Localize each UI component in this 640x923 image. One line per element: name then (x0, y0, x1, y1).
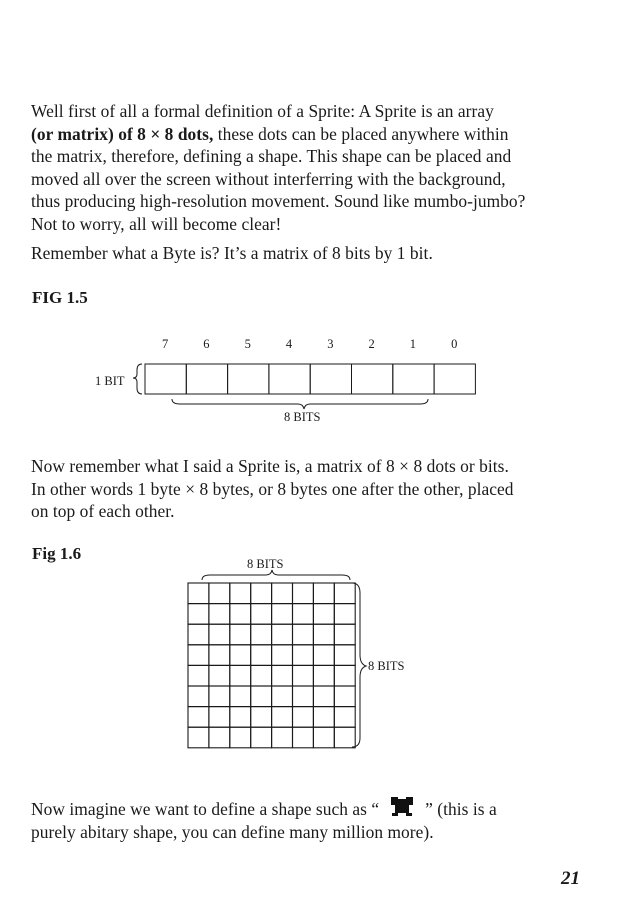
grid-cell (293, 624, 314, 645)
grid-cell (334, 604, 355, 625)
bit-number-7: 7 (162, 337, 169, 351)
grid-cell (334, 583, 355, 604)
paragraph-sprite-definition (31, 100, 593, 236)
bit-cell-3 (310, 364, 351, 394)
grid-cell (272, 686, 293, 707)
para1-line4: moved all over the screen without interferring with the background, (31, 168, 506, 189)
para1-line2-rest: these dots can be placed anywhere within (213, 123, 509, 144)
bit-number-labels (162, 337, 457, 351)
paragraph-byte-reminder (31, 242, 593, 265)
para3-line2: In other words 1 byte × 8 bytes, or 8 bytes one after the other, placed (31, 478, 514, 499)
grid-cell (272, 624, 293, 645)
grid-cell (230, 645, 251, 666)
grid-cell (293, 707, 314, 728)
grid-cell (334, 624, 355, 645)
para4-line2: purely abitary shape, you can define many million more). (31, 821, 434, 842)
grid-cell (251, 727, 272, 748)
grid-cell (313, 665, 334, 686)
grid-cell (251, 624, 272, 645)
grid-cell (188, 604, 209, 625)
fig-1-6-sprite-grid-diagram (0, 550, 640, 755)
grid-cell (251, 583, 272, 604)
bit-number-6: 6 (203, 337, 210, 351)
grid-cell (313, 583, 334, 604)
paragraph-sprite-bytes (31, 455, 593, 523)
bit-cell-1 (393, 364, 434, 394)
para1-line3: the matrix, therefore, defining a shape. This shape can be placed and (31, 146, 512, 167)
grid-cell (209, 686, 230, 707)
grid-cell (313, 707, 334, 728)
bit-cell-7 (145, 364, 186, 394)
grid-cell (272, 583, 293, 604)
left-brace (133, 364, 142, 394)
grid-cell (188, 707, 209, 728)
para3-line3: on top of each other. (31, 501, 175, 522)
grid-cell (209, 645, 230, 666)
grid-cell (188, 727, 209, 748)
grid-cell (209, 604, 230, 625)
grid-cell (230, 604, 251, 625)
grid-cell (209, 727, 230, 748)
grid-cell (209, 707, 230, 728)
fig-1-5-width-label: 8 BITS (284, 410, 321, 424)
grid-cell (293, 604, 314, 625)
grid-cell (313, 686, 334, 707)
grid-cell (313, 645, 334, 666)
grid-cell (313, 624, 334, 645)
para2-text: Remember what a Byte is? It’s a matrix of 8 bits by 1 bit. (31, 243, 433, 263)
byte-cells (145, 364, 475, 394)
grid-cell (230, 665, 251, 686)
grid-cell (334, 686, 355, 707)
grid-cell (230, 686, 251, 707)
bit-number-2: 2 (368, 337, 375, 351)
grid-cell (293, 645, 314, 666)
grid-cell (251, 665, 272, 686)
grid-cell (251, 686, 272, 707)
sprite-grid (188, 583, 355, 748)
para1-line6: Not to worry, all will become clear! (31, 213, 282, 234)
grid-cell (251, 707, 272, 728)
grid-cell (334, 665, 355, 686)
fig-1-5-row-label: 1 BIT (95, 374, 125, 388)
bit-cell-0 (434, 364, 475, 394)
grid-cell (251, 604, 272, 625)
bit-number-0: 0 (451, 337, 458, 351)
top-brace (202, 570, 350, 580)
para4-line1-start: Now imagine we want to define a shape such as “ (31, 799, 380, 819)
para1-line1: Well first of all a formal definition of a Sprite: A Sprite is an array (31, 101, 494, 121)
grid-cell (272, 665, 293, 686)
fig-1-6-top-label: 8 BITS (247, 557, 284, 571)
grid-cell (334, 645, 355, 666)
grid-cell (313, 727, 334, 748)
fig-1-5-byte-diagram (0, 330, 640, 430)
bottom-brace (172, 399, 428, 409)
grid-cell (230, 707, 251, 728)
para3-line1: Now remember what I said a Sprite is, a matrix of 8 × 8 dots or bits. (31, 456, 509, 476)
bit-cell-5 (228, 364, 269, 394)
bit-number-4: 4 (285, 337, 293, 351)
grid-cell (188, 665, 209, 686)
para1-line5: thus producing high-resolution movement. Sound like mumbo-jumbo? (31, 191, 526, 212)
grid-cell (188, 624, 209, 645)
grid-cell (188, 583, 209, 604)
bit-number-1: 1 (409, 337, 417, 351)
bit-number-3: 3 (327, 337, 334, 351)
bit-cell-6 (186, 364, 227, 394)
grid-cell (230, 583, 251, 604)
grid-cell (272, 707, 293, 728)
sprite-shape-icon (383, 796, 421, 818)
para4-line1-end: ” (this is a (425, 799, 497, 819)
grid-cell (272, 604, 293, 625)
fig-1-5-label: FIG 1.5 (32, 288, 88, 307)
fig-1-6-side-label: 8 BITS (368, 659, 405, 673)
grid-cell (293, 583, 314, 604)
para1-line2-bold: (or matrix) of 8 × 8 dots, (31, 123, 214, 144)
grid-cell (209, 624, 230, 645)
grid-cell (272, 645, 293, 666)
grid-cell (293, 686, 314, 707)
grid-cell (230, 727, 251, 748)
grid-cell (230, 624, 251, 645)
grid-cell (251, 645, 272, 666)
bit-number-5: 5 (244, 337, 251, 351)
grid-cell (209, 583, 230, 604)
grid-cell (293, 727, 314, 748)
grid-cell (188, 645, 209, 666)
paragraph-define-shape (31, 796, 593, 843)
grid-cell (293, 665, 314, 686)
grid-cell (313, 604, 334, 625)
fig-1-6-label: Fig 1.6 (32, 544, 82, 563)
grid-cell (334, 727, 355, 748)
grid-cell (334, 707, 355, 728)
bit-cell-2 (352, 364, 393, 394)
bit-cell-4 (269, 364, 310, 394)
grid-cell (272, 727, 293, 748)
grid-cell (188, 686, 209, 707)
grid-cell (209, 665, 230, 686)
page-number: 21 (561, 868, 580, 889)
